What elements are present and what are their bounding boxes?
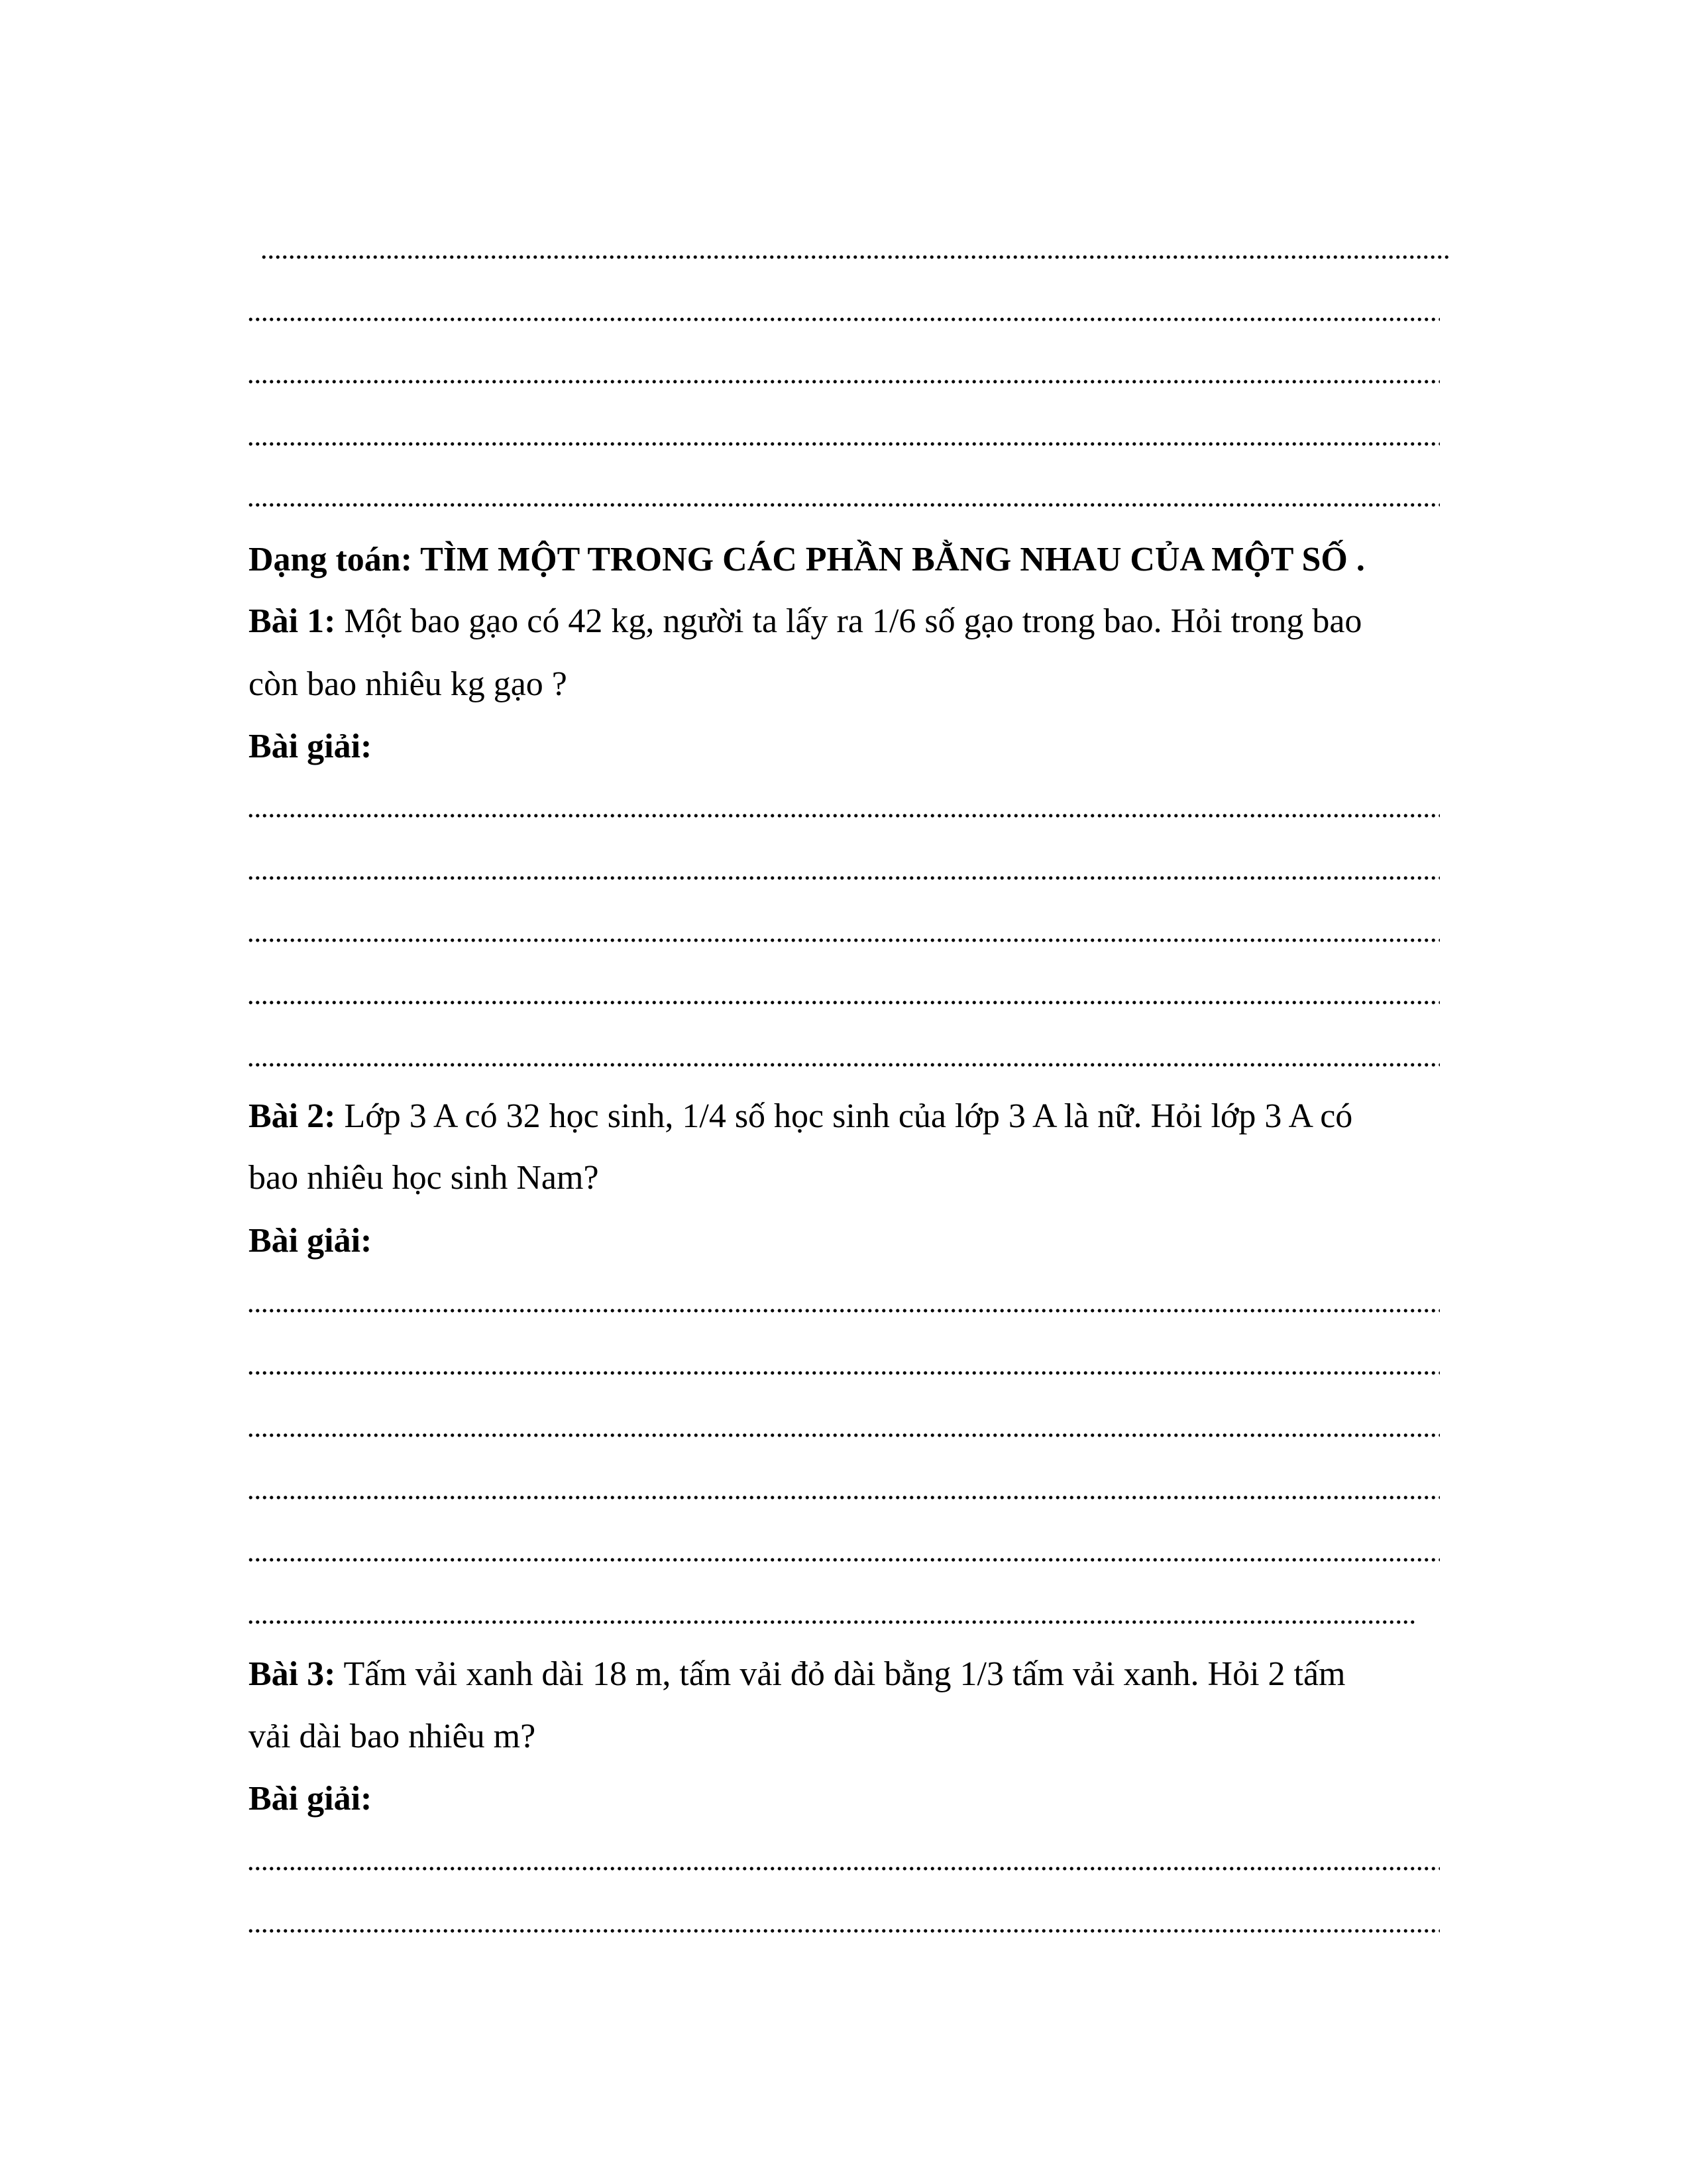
exercise-3-question-line-2: vải dài bao nhiêu m? bbox=[248, 1718, 536, 1755]
exercise-2-question-line-2: bao nhiêu học sinh Nam? bbox=[248, 1159, 599, 1197]
section-title: TÌM MỘT TRONG CÁC PHẦN BẰNG NHAU CỦA MỘT SỐ . bbox=[420, 541, 1365, 578]
exercise-3-label: Bài 3: bbox=[248, 1655, 336, 1693]
exercise-1-text: Một bao gạo có 42 kg, người ta lấy ra 1/6 số gạo trong bao. Hỏi trong bao bbox=[344, 602, 1362, 640]
answer-line[interactable] bbox=[247, 1867, 1440, 1871]
exercise-2-solution-label: Bài giải: bbox=[248, 1222, 372, 1260]
section-heading bbox=[248, 540, 1365, 580]
exercise-3-question-line-1 bbox=[248, 1655, 1346, 1694]
exercise-1-question-line-2: còn bao nhiêu kg gạo ? bbox=[248, 665, 567, 703]
answer-line[interactable] bbox=[247, 1620, 1415, 1624]
answer-line[interactable] bbox=[247, 1371, 1440, 1375]
answer-line[interactable] bbox=[247, 442, 1440, 446]
answer-line[interactable] bbox=[260, 255, 1450, 259]
answer-line[interactable] bbox=[247, 1496, 1440, 1500]
answer-line[interactable] bbox=[247, 814, 1440, 818]
answer-line[interactable] bbox=[247, 317, 1440, 321]
exercise-2-text: Lớp 3 A có 32 học sinh, 1/4 số học sinh của lớp 3 A là nữ. Hỏi lớp 3 A có bbox=[344, 1097, 1353, 1135]
exercise-2-label: Bài 2: bbox=[248, 1097, 336, 1135]
answer-line[interactable] bbox=[247, 380, 1440, 384]
answer-line[interactable] bbox=[247, 938, 1440, 942]
exercise-3-text: Tấm vải xanh dài 18 m, tấm vải đỏ dài bằng 1/3 tấm vải xanh. Hỏi 2 tấm bbox=[343, 1655, 1346, 1693]
exercise-3-solution-label: Bài giải: bbox=[248, 1780, 372, 1818]
section-label: Dạng toán: bbox=[248, 541, 413, 578]
exercise-1-solution-label: Bài giải: bbox=[248, 728, 372, 765]
answer-line[interactable] bbox=[247, 1558, 1440, 1562]
answer-line[interactable] bbox=[247, 1433, 1440, 1437]
answer-line[interactable] bbox=[247, 876, 1440, 880]
exercise-2-question-line-1 bbox=[248, 1097, 1352, 1136]
exercise-1-label: Bài 1: bbox=[248, 602, 336, 640]
answer-line[interactable] bbox=[247, 1063, 1440, 1067]
answer-line[interactable] bbox=[247, 1929, 1440, 1933]
answer-line[interactable] bbox=[247, 1001, 1440, 1005]
exercise-1-question-line-1 bbox=[248, 602, 1362, 641]
answer-line[interactable] bbox=[247, 1309, 1440, 1313]
answer-line[interactable] bbox=[247, 503, 1440, 507]
